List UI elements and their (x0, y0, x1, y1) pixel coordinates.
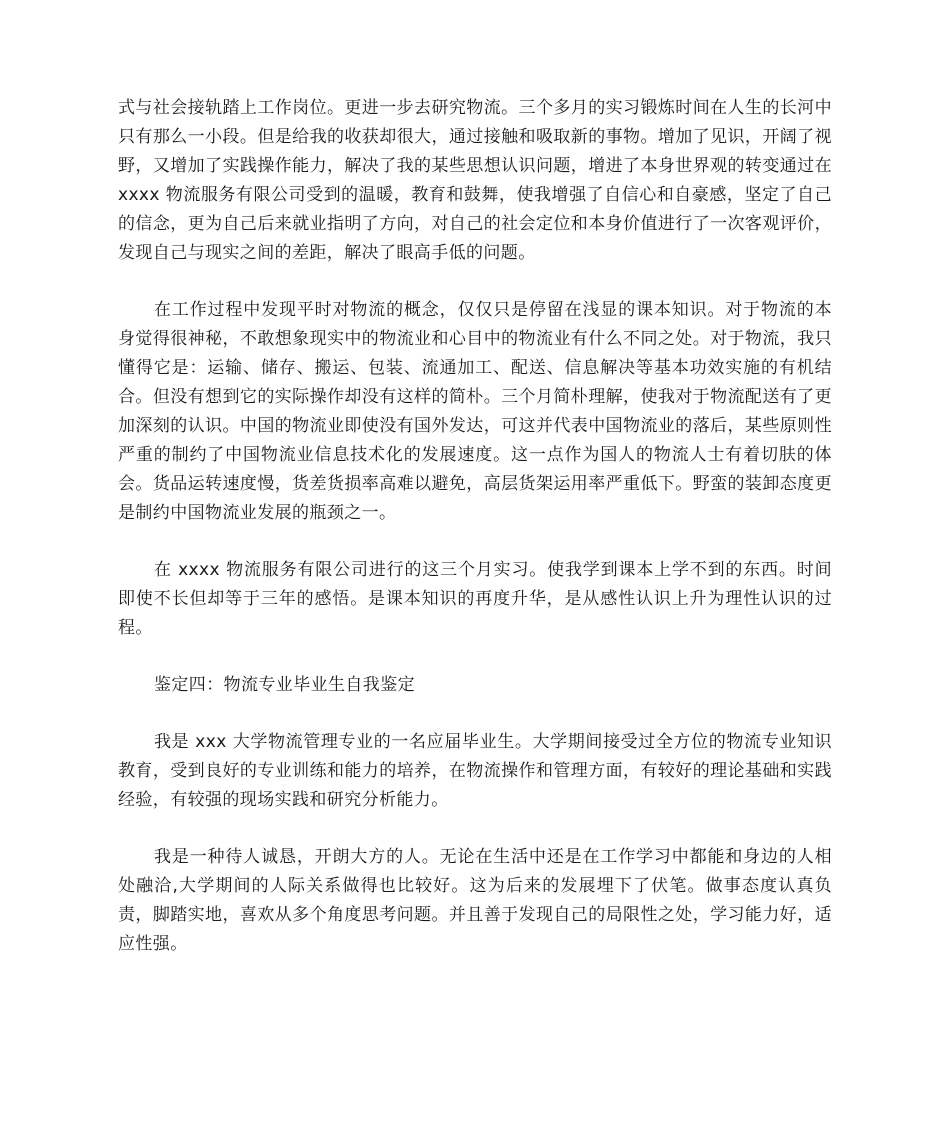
paragraph-self-introduction: 我是 xxx 大学物流管理专业的一名应届毕业生。大学期间接受过全方位的物流专业知识教育，受到良好的专业训练和能力的培养，在物流操作和管理方面，有较好的理论基础和实践经验，有较强的现场实践和研究分析能力。 (118, 732, 832, 810)
paragraph-internship-reflection: 式与社会接轨踏上工作岗位。更进一步去研究物流。三个多月的实习锻炼时间在人生的长河中只有那么一小段。但是给我的收获却很大，通过接触和吸取新的事物。增加了见识，开阔了视野，又增加了实践操作能力，解决了我的某些思想认识问题，增进了本身世界观的转变通过在 xxxx 物流服务有限公司受到的温暖，教育和鼓舞，使我增强了自信心和自豪感，坚定了自己的信念，更为自己后来就业指明了方向，对自己的社会定位和本身价值进行了一次客观评价，发现自己与现实之间的差距，解决了眼高手低的问题。 (118, 98, 832, 263)
paragraph-internship-summary: 在 xxxx 物流服务有限公司进行的这三个月实习。使我学到课本上学不到的东西。时间即使不长但却等于三年的感悟。是课本知识的再度升华，是从感性认识上升为理性认识的过程。 (118, 560, 832, 638)
section-heading: 鉴定四：物流专业毕业生自我鉴定 (154, 675, 415, 695)
paragraph-personality: 我是一种待人诚恳，开朗大方的人。无论在生活中还是在工作学习中都能和身边的人相处融洽,大学期间的人际关系做得也比较好。这为后来的发展埋下了伏笔。做事态度认真负责，脚踏实地，喜欢从多个角度思考问题。并且善于发现自己的局限性之处，学习能力好，适应性强。 (118, 847, 832, 954)
document-body (118, 94, 832, 987)
paragraph-logistics-understanding: 在工作过程中发现平时对物流的概念，仅仅只是停留在浅显的课本知识。对于物流的本身觉得很神秘，不敢想象现实中的物流业和心目中的物流业有什么不同之处。对于物流，我只懂得它是：运输、储存、搬运、包装、流通加工、配送、信息解决等基本功效实施的有机结合。但没有想到它的实际操作却没有这样的简朴。三个月简朴理解，使我对于物流配送有了更加深刻的认识。中国的物流业即使没有国外发达，可这并代表中国物流业的落后，某些原则性严重的制约了中国物流业信息技术化的发展速度。这一点作为国人的物流人士有着切肤的体会。货品运转速度慢，货差货损率高难以避免，高层货架运用率严重低下。野蛮的装卸态度更是制约中国物流业发展的瓶颈之一。 (118, 300, 832, 523)
